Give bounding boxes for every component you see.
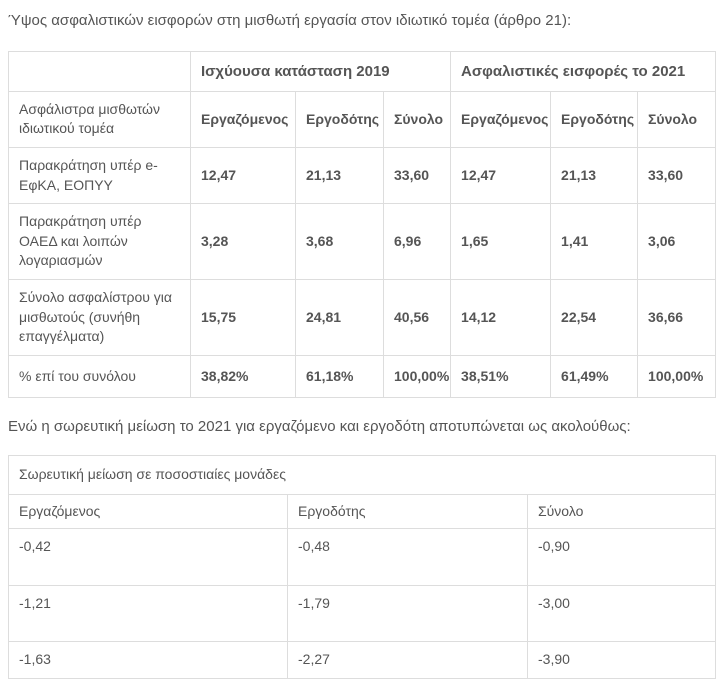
- value-cell: 12,47: [451, 147, 551, 203]
- value-cell: 38,82%: [191, 355, 296, 398]
- value-cell: 33,60: [638, 147, 716, 203]
- value-cell: 3,68: [296, 204, 384, 280]
- cumulative-reduction-table: [8, 455, 716, 679]
- table-row-total-premium: [9, 279, 716, 355]
- col-header-employer-2019: Εργοδότης: [296, 91, 384, 147]
- table-row-column-headers: [9, 91, 716, 147]
- table-row-reduction-2: [9, 585, 716, 642]
- value-cell: 36,66: [638, 279, 716, 355]
- table-row-column-headers: [9, 494, 716, 529]
- value-cell: 1,65: [451, 204, 551, 280]
- value-cell: 21,13: [551, 147, 638, 203]
- table-row-caption: [9, 456, 716, 495]
- table-row-reduction-3: [9, 642, 716, 679]
- row-label: % επί του συνόλου: [9, 355, 191, 398]
- contributions-table: [8, 51, 716, 399]
- value-cell: -0,90: [528, 529, 716, 586]
- col-header-employer: Εργοδότης: [288, 494, 528, 529]
- row-label: Παρακράτηση υπέρ e-ΕφΚΑ, ΕΟΠΥΥ: [9, 147, 191, 203]
- value-cell: 3,06: [638, 204, 716, 280]
- row-label: Παρακράτηση υπέρ ΟΑΕΔ και λοιπών λογαριασμών: [9, 204, 191, 280]
- col-header-employer-2021: Εργοδότης: [551, 91, 638, 147]
- table-row-percent-of-total: [9, 355, 716, 398]
- value-cell: 100,00%: [638, 355, 716, 398]
- table-row-efka: [9, 147, 716, 203]
- value-cell: -3,00: [528, 585, 716, 642]
- value-cell: -1,63: [9, 642, 288, 679]
- value-cell: 15,75: [191, 279, 296, 355]
- col-header-total-2021: Σύνολο: [638, 91, 716, 147]
- value-cell: 33,60: [384, 147, 451, 203]
- value-cell: 38,51%: [451, 355, 551, 398]
- value-cell: -0,42: [9, 529, 288, 586]
- value-cell: 14,12: [451, 279, 551, 355]
- empty-corner-cell: [9, 51, 191, 91]
- label-header-cell: Ασφάλιστρα μισθωτών ιδιωτικού τομέα: [9, 91, 191, 147]
- value-cell: 61,18%: [296, 355, 384, 398]
- value-cell: -0,48: [288, 529, 528, 586]
- row-label: Σύνολο ασφαλίστρου για μισθωτούς (συνήθη επαγγέλματα): [9, 279, 191, 355]
- second-paragraph: Ενώ η σωρευτική μείωση το 2021 για εργαζόμενο και εργοδότη αποτυπώνεται ως ακολούθως:: [8, 418, 631, 436]
- value-cell: -2,27: [288, 642, 528, 679]
- col-header-employee-2019: Εργαζόμενος: [191, 91, 296, 147]
- value-cell: 3,28: [191, 204, 296, 280]
- table-row-reduction-1: [9, 529, 716, 586]
- group-header-2021: Ασφαλιστικές εισφορές το 2021: [451, 51, 716, 91]
- col-header-employee-2021: Εργαζόμενος: [451, 91, 551, 147]
- col-header-total: Σύνολο: [528, 494, 716, 529]
- value-cell: 22,54: [551, 279, 638, 355]
- value-cell: 1,41: [551, 204, 638, 280]
- value-cell: -1,21: [9, 585, 288, 642]
- value-cell: 61,49%: [551, 355, 638, 398]
- col-header-employee: Εργαζόμενος: [9, 494, 288, 529]
- table-caption: Σωρευτική μείωση σε ποσοστιαίες μονάδες: [9, 456, 716, 495]
- value-cell: -1,79: [288, 585, 528, 642]
- value-cell: 6,96: [384, 204, 451, 280]
- table-row-group-headers: [9, 51, 716, 91]
- value-cell: 12,47: [191, 147, 296, 203]
- group-header-2019: Ισχύουσα κατάσταση 2019: [191, 51, 451, 91]
- value-cell: 100,00%: [384, 355, 451, 398]
- col-header-total-2019: Σύνολο: [384, 91, 451, 147]
- table-row-oaed: [9, 204, 716, 280]
- value-cell: 24,81: [296, 279, 384, 355]
- value-cell: 21,13: [296, 147, 384, 203]
- value-cell: -3,90: [528, 642, 716, 679]
- intro-paragraph: Ύψος ασφαλιστικών εισφορών στη μισθωτή εργασία στον ιδιωτικό τομέα (άρθρο 21):: [8, 12, 572, 29]
- value-cell: 40,56: [384, 279, 451, 355]
